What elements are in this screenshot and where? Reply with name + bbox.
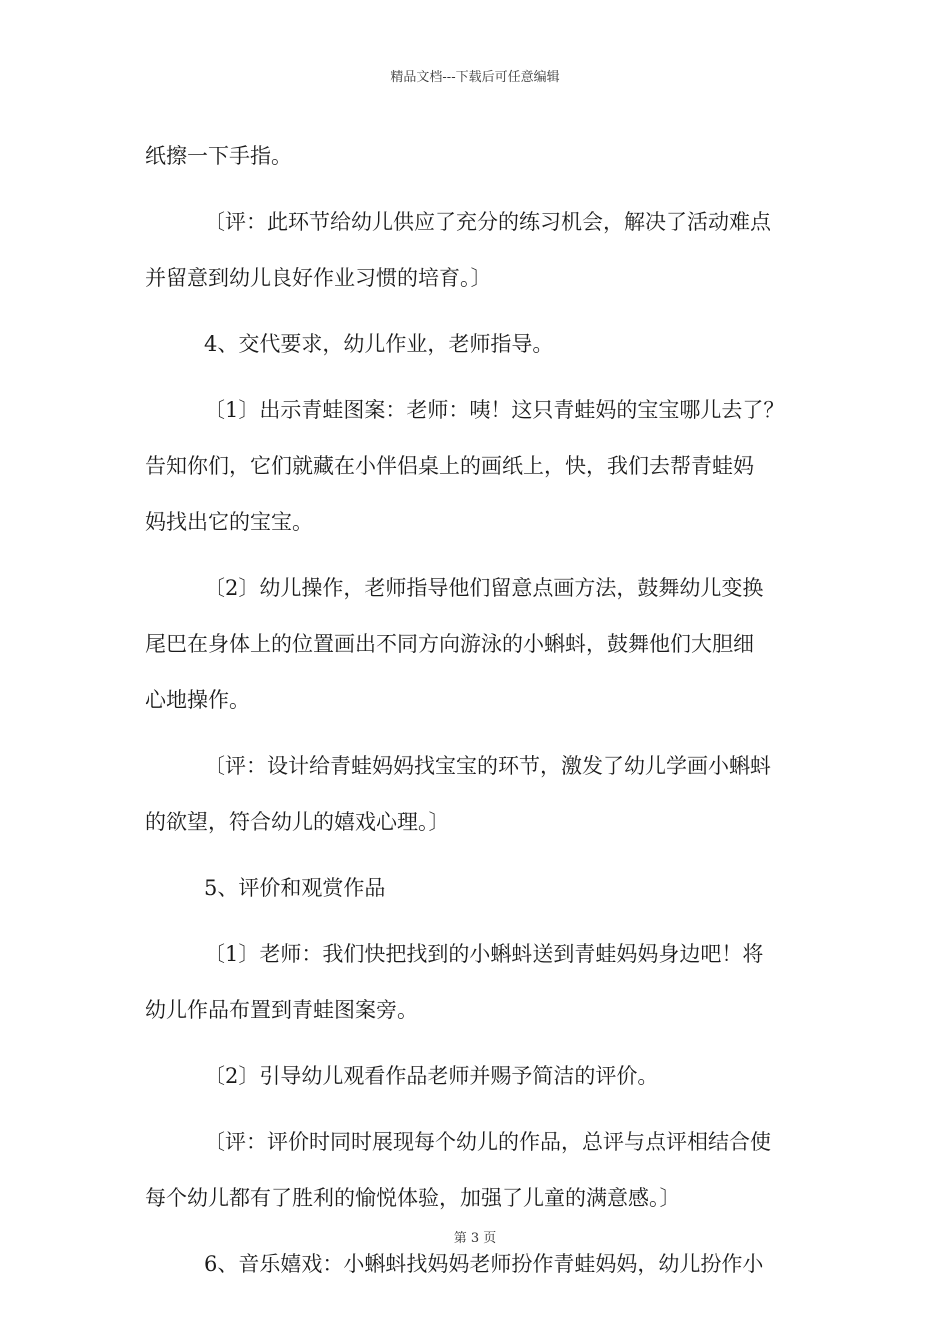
text-line: 妈找出它的宝宝。 xyxy=(145,510,313,534)
text-line: 幼儿作品布置到青蛙图案旁。 xyxy=(145,998,418,1022)
text-line: 5、评价和观赏作品 xyxy=(204,876,386,900)
text-line: 〔2〕幼儿操作，老师指导他们留意点画方法，鼓舞幼儿变换 xyxy=(204,576,764,600)
text-line: 4、交代要求，幼儿作业，老师指导。 xyxy=(204,332,554,356)
text-line: 〔评：评价时同时展现每个幼儿的作品，总评与点评相结合使 xyxy=(204,1130,771,1154)
text-line: 〔1〕老师：我们快把找到的小蝌蚪送到青蛙妈妈身边吧！将 xyxy=(204,942,764,966)
text-line: 并留意到幼儿良好作业习惯的培育。〕 xyxy=(145,266,492,290)
text-line: 纸擦一下手指。 xyxy=(145,144,292,168)
text-line: 尾巴在身体上的位置画出不同方向游泳的小蝌蚪，鼓舞他们大胆细 xyxy=(145,632,754,656)
text-line: 的欲望，符合幼儿的嬉戏心理。〕 xyxy=(145,810,450,834)
text-line: 心地操作。 xyxy=(145,688,250,712)
text-line: 每个幼儿都有了胜利的愉悦体验，加强了儿童的满意感。〕 xyxy=(145,1186,681,1210)
text-line: 〔1〕出示青蛙图案：老师：咦！这只青蛙妈的宝宝哪儿去了？ xyxy=(204,398,785,422)
text-line: 〔2〕引导幼儿观看作品老师并赐予简洁的评价。 xyxy=(204,1064,659,1088)
page-number: 第 3 页 xyxy=(453,1231,497,1246)
page-header: 精品文档---下载后可任意编辑 xyxy=(390,70,560,85)
text-line: 〔评：此环节给幼儿供应了充分的练习机会，解决了活动难点 xyxy=(204,210,771,234)
text-line: 〔评：设计给青蛙妈妈找宝宝的环节，激发了幼儿学画小蝌蚪 xyxy=(204,754,771,778)
document-body xyxy=(145,128,810,1292)
text-line: 6、音乐嬉戏：小蝌蚪找妈妈老师扮作青蛙妈妈，幼儿扮作小 xyxy=(204,1252,764,1276)
text-line: 告知你们，它们就藏在小伴侣桌上的画纸上，快，我们去帮青蛙妈 xyxy=(145,454,754,478)
